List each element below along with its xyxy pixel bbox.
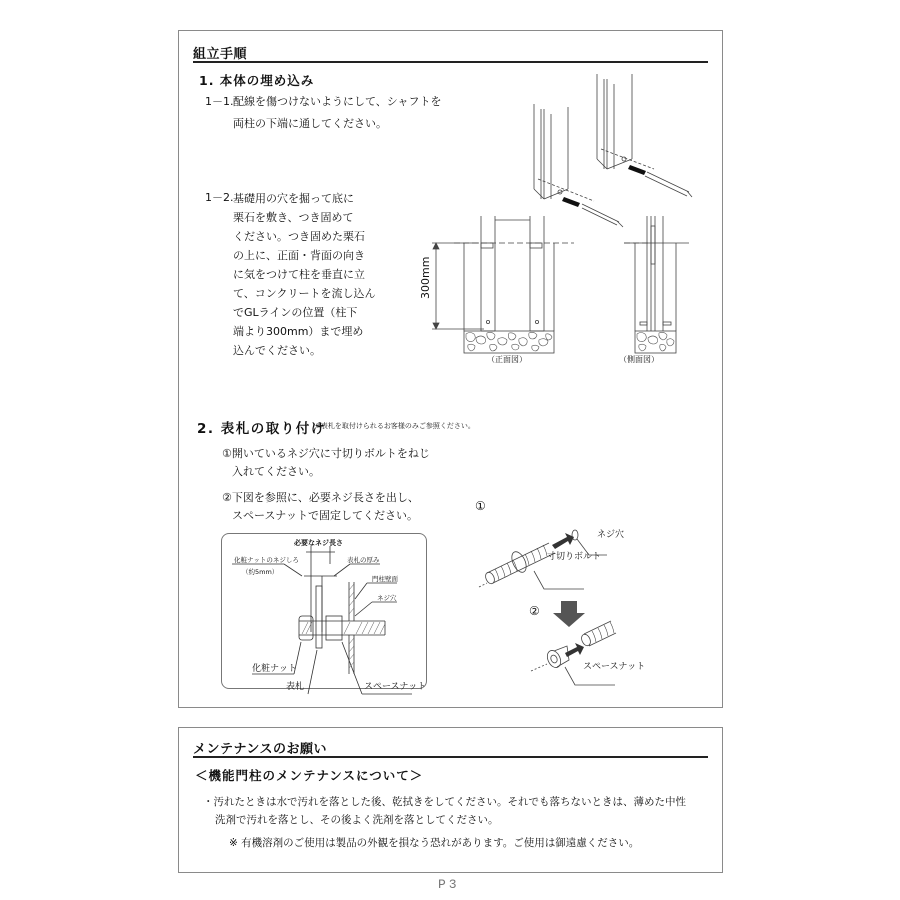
step1-2-line: 込んでください。 (233, 344, 321, 357)
nut-thread-approx: （約5mm） (242, 568, 279, 576)
nameplate-section-diagram (221, 533, 427, 692)
step1-heading: 1. 本体の埋め込み (199, 73, 315, 88)
step1-2-line: て、コンクリートを流し込ん (233, 287, 376, 300)
front-view-label: （正面図） (487, 355, 527, 364)
maintenance-subtitle: ＜機能門柱のメンテナンスについて＞ (195, 768, 424, 783)
pillar-wall-label: 門柱壁面 (372, 575, 398, 583)
step2-instr2-line2: スペースナットで固定してください。 (232, 509, 419, 522)
space-nut-label: スペースナット (364, 682, 427, 692)
step1-2-line: の上に、正面・背面の向き (233, 249, 365, 262)
step1-1-line1: 配線を傷つけないようにして、シャフトを (233, 95, 442, 108)
bolt-iso-illustration (479, 501, 679, 681)
decorative-nut-label: 化粧ナット (252, 664, 297, 674)
nut-thread-label: 化粧ナットのネジしろ (234, 556, 299, 564)
maintenance-bullet-line1: ・汚れたときは水で汚れを落とした後、乾拭きをしてください。それでも落ちないときは、薄めた中性 (203, 796, 686, 808)
step2-note: ※表札を取付けられるお客様のみご参照ください。 (315, 422, 475, 430)
side-view-label: （側面図） (619, 355, 659, 364)
maintenance-title-rule (193, 756, 708, 758)
iso-threaded-bolt-label: 寸切りボルト (547, 552, 602, 562)
page-number: P3 (438, 877, 460, 892)
iso-step1-marker: ① (475, 499, 486, 513)
step1-2-number: 1－2. (205, 191, 234, 204)
step2-instr2-line1: ②下図を参照に、必要ネジ長さを出し、 (222, 491, 419, 504)
assembly-title: 組立手順 (193, 47, 248, 62)
step2-instr1-line1: ①開いているネジ穴に寸切りボルトをねじ (222, 447, 430, 460)
step1-2-line: でGLラインの位置（柱下 (233, 306, 358, 319)
step2-heading: 2. 表札の取り付け (197, 421, 326, 437)
screw-hole-label: ネジ穴 (377, 594, 397, 602)
iso-space-nut-label: スペースナット (583, 662, 646, 672)
required-length-label: 必要なネジ長さ (294, 539, 343, 547)
maintenance-bullet-line2: 洗剤で汚れを落とし、その後よく洗剤を落としてください。 (215, 814, 499, 826)
step1-2-line: に気をつけて柱を垂直に立 (233, 268, 365, 281)
step1-2-line: ください。つき固めた栗石 (233, 230, 365, 243)
iso-screw-hole-label: ネジ穴 (597, 530, 625, 540)
step1-2-line: 基礎用の穴を掘って底に (233, 192, 354, 205)
step1-2-line: 栗石を敷き、つき固めて (233, 211, 354, 224)
step1-2-line: 端より300mm）まで埋め (233, 325, 364, 338)
maintenance-caution: ※ 有機溶剤のご使用は製品の外観を損なう恐れがあります。ご使用は御遠慮ください。 (229, 837, 640, 849)
shaft-insertion-illustration (524, 69, 704, 199)
iso-step2-marker: ② (529, 604, 540, 618)
step1-1-number: 1－1. (205, 95, 234, 108)
plate-thickness-label: 表札の厚み (347, 556, 380, 564)
maintenance-title: メンテナンスのお願い (193, 742, 327, 757)
dimension-300mm: 300mm (419, 256, 432, 299)
assembly-panel (178, 30, 723, 708)
step2-instr1-line2: 入れてください。 (232, 465, 320, 478)
nameplate-label: 表札 (286, 682, 305, 692)
embedding-diagram (424, 216, 714, 376)
title-rule (193, 61, 708, 63)
maintenance-panel (178, 727, 723, 873)
step1-1-line2: 両柱の下端に通してください。 (233, 117, 387, 130)
step1-2-text (233, 189, 376, 360)
